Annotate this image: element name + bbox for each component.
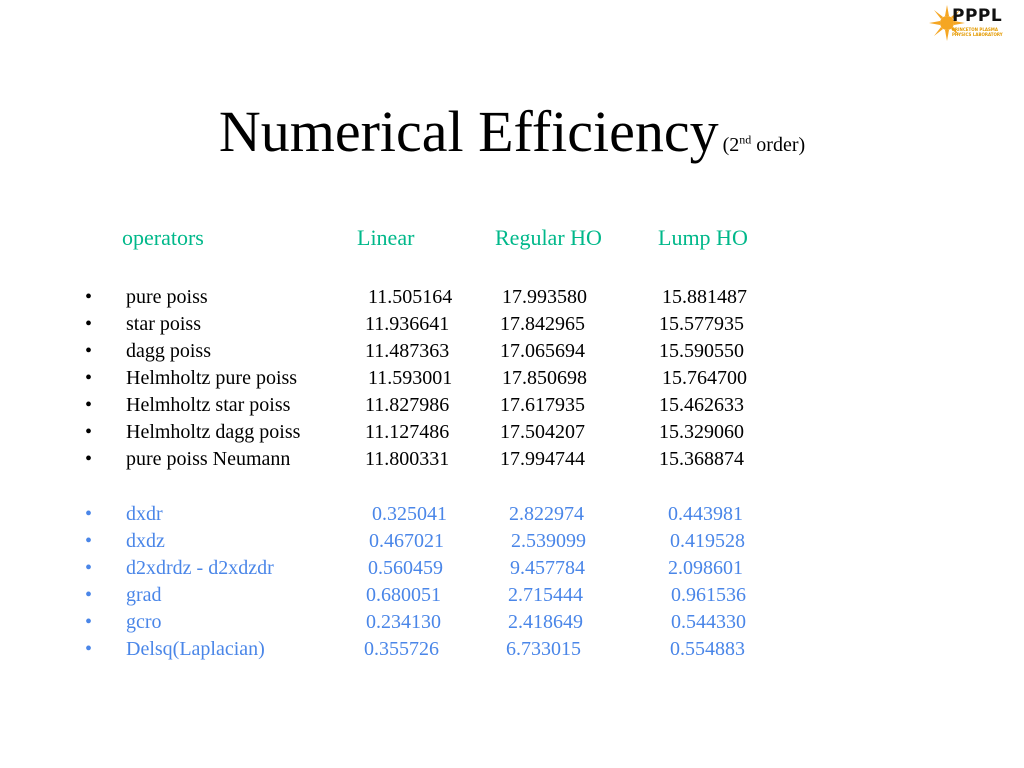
row-lump: 15.881487: [662, 286, 747, 308]
row-label: grad: [126, 584, 162, 606]
bullet: •: [85, 557, 93, 579]
row-label: Delsq(Laplacian): [126, 638, 265, 660]
row-label: Helmholtz star poiss: [126, 394, 291, 416]
row-regular: 17.994744: [500, 448, 585, 470]
title-main: Numerical Efficiency: [218, 99, 719, 164]
row-linear: 11.593001: [368, 367, 453, 389]
header-linear: Linear: [357, 225, 415, 250]
bullet: •: [85, 448, 93, 470]
bullet: •: [85, 313, 93, 335]
row-label: Helmholtz dagg poiss: [126, 421, 301, 443]
bullet: •: [85, 340, 93, 362]
row-regular: 17.617935: [500, 394, 585, 416]
title-suffix: [723, 134, 806, 156]
bullet: •: [85, 503, 93, 525]
bullet: •: [85, 286, 93, 308]
row-regular: 2.822974: [509, 503, 584, 525]
row-linear: 11.487363: [365, 340, 450, 362]
row-linear: 0.560459: [368, 557, 443, 579]
bullet: •: [85, 421, 93, 443]
row-label: pure poiss Neumann: [126, 448, 291, 470]
header-operators: operators: [122, 225, 204, 250]
title-suffix-close: order): [751, 134, 806, 156]
header-regular-ho: Regular HO: [495, 225, 602, 250]
row-lump: 15.577935: [659, 313, 744, 335]
row-label: dxdr: [126, 503, 163, 525]
row-regular: 2.715444: [508, 584, 583, 606]
bullet: •: [85, 611, 93, 633]
row-lump: 15.590550: [659, 340, 744, 362]
row-label: star poiss: [126, 313, 201, 335]
row-regular: 17.504207: [500, 421, 585, 443]
row-linear: 0.234130: [366, 611, 441, 633]
row-lump: 0.443981: [668, 503, 743, 525]
row-lump: 15.368874: [659, 448, 744, 470]
row-lump: 15.329060: [659, 421, 744, 443]
row-regular: 9.457784: [510, 557, 585, 579]
row-label: dagg poiss: [126, 340, 211, 362]
row-lump: 0.419528: [670, 530, 745, 552]
bullet: •: [85, 394, 93, 416]
row-linear: 11.827986: [365, 394, 450, 416]
row-label: gcro: [126, 611, 162, 633]
row-linear: 0.325041: [372, 503, 447, 525]
title-suffix-open: (2: [722, 134, 740, 156]
row-lump: 15.764700: [662, 367, 747, 389]
bullet: •: [85, 367, 93, 389]
header-lump-ho: Lump HO: [658, 225, 748, 250]
pppl-logo: [928, 4, 1012, 42]
row-regular: 2.539099: [511, 530, 586, 552]
row-regular: 6.733015: [506, 638, 581, 660]
row-regular: 17.065694: [500, 340, 585, 362]
row-lump: 2.098601: [668, 557, 743, 579]
row-regular: 17.842965: [500, 313, 585, 335]
row-lump: 0.554883: [670, 638, 745, 660]
row-label: dxdz: [126, 530, 165, 552]
row-regular: 2.418649: [508, 611, 583, 633]
bullet: •: [85, 530, 93, 552]
row-lump: 0.961536: [671, 584, 746, 606]
row-linear: 11.127486: [365, 421, 450, 443]
row-linear: 0.355726: [364, 638, 439, 660]
row-linear: 11.505164: [368, 286, 453, 308]
row-label: pure poiss: [126, 286, 208, 308]
title-suffix-sup: nd: [739, 132, 752, 147]
bullet: •: [85, 584, 93, 606]
row-linear: 0.680051: [366, 584, 441, 606]
row-regular: 17.993580: [502, 286, 587, 308]
row-linear: 11.936641: [365, 313, 450, 335]
row-lump: 15.462633: [659, 394, 744, 416]
logo-brand-text: PPPL: [952, 6, 1003, 26]
slide-title: [0, 98, 1024, 165]
row-regular: 17.850698: [502, 367, 587, 389]
row-linear: 11.800331: [365, 448, 450, 470]
row-label: Helmholtz pure poiss: [126, 367, 298, 389]
bullet: •: [85, 638, 93, 660]
row-lump: 0.544330: [671, 611, 746, 633]
row-label: d2xdrdz - d2xdzdr: [126, 557, 274, 579]
row-linear: 0.467021: [369, 530, 444, 552]
logo-subtitle: PRINCETON PLASMA PHYSICS LABORATORY: [952, 27, 1003, 37]
